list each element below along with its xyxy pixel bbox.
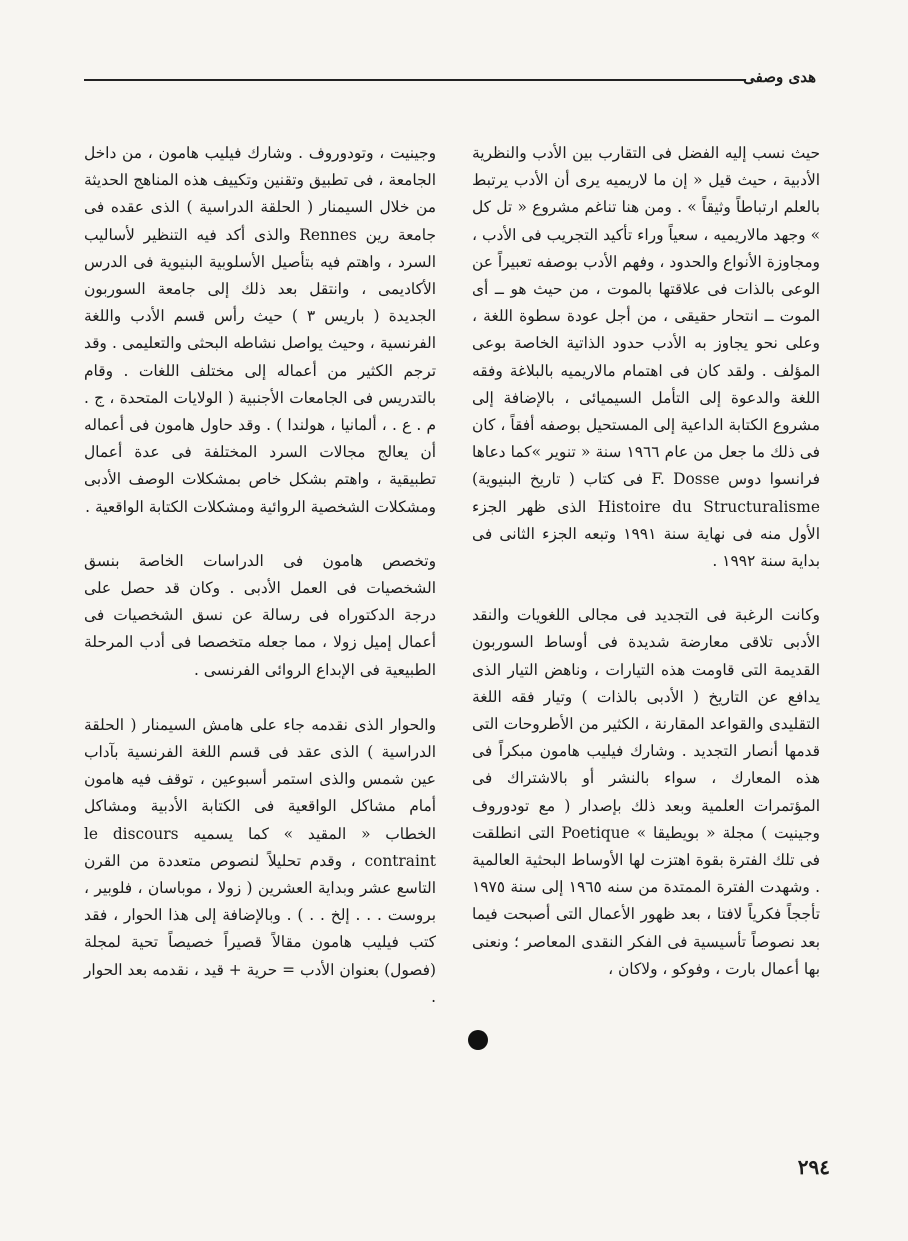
paragraph: وجينيت ، وتودوروف . وشارك فيليب هامون ، من داخل الجامعة ، فى تطبيق وتقنين وتكييف هذه المناهج الحديثة من خلال السيمنار ( الحلقة الدراسية ) الذى عقده فى جامعة رين Rennes والذى أكد فيه التنظير لأساليب السرد ، واهتم فيه بتأصيل الأسلوبية البنيوية فى الدرس الأكاديمى ، وانتقل بعد ذلك إلى جامعة السوربون الجديدة ( باريس ٣ ) حيث رأس قسم الأدب واللغة الفرنسية ، وحيث يواصل نشاطه البحثى والتعليمى . وقد ترجم الكثير من أعماله إلى مختلف اللغات . وقام بالتدريس فى الجامعات الأجنبية ( الولايات المتحدة ، ج . م . ع . ، ألمانيا ، هولندا ) . وقد حاول هامون فى أعماله أن يعالج مجالات السرد المختلفة فى عدة أعمال تطبيقية ، واهتم بشكل خاص بمشكلات الوصف الأدبى ومشكلات الشخصية الروائية ومشكلات الكتابة الواقعية . — [84, 144, 436, 516]
paragraph: وتخصص هامون فى الدراسات الخاصة بنسق الشخصيات فى العمل الأدبى . وكان قد حصل على درجة الدكتوراه فى رسالة عن نسق الشخصيات فى أعمال إميل زولا ، مما جعله متخصصا فى أدب المرحلة الطبيعية فى الإبداع الروائى الفرنسى . — [84, 551, 436, 679]
paragraph: وكانت الرغبة فى التجديد فى مجالى اللغويات والنقد الأدبى تلاقى معارضة شديدة فى أوساط السوربون القديمة التى قاومت هذه التيارات ، وناهض التيار الذى يدافع عن التاريخ ( الأدبى بالذات ) وتيار فقه اللغة التقليدى والقواعد المقارنة ، الكثير من الأطروحات التى قدمها أنصار التجديد . وشارك فيليب هامون مبكراً فى هذه المعارك ، سواء بالنشر أو بالاشتراك فى المؤتمرات العلمية وبعد ذلك بإصدار ( مع تودوروف وجينيت ) مجلة « بويطيقا » Poetique التى انطلقت فى تلك الفترة بقوة اهتزت لها الأوساط البحثية العالمية . وشهدت الفترة الممتدة من سنه ١٩٦٥ إلى سنة ١٩٧٥ تأججاً فكرياً لافتا ، بعد ظهور الأعمال التى أصبحت فيما بعد نصوصاً تأسيسية فى الفكر النقدى المعاصر ؛ ونعنى بها أعمال بارت ، وفوكو ، ولاكان ، — [472, 606, 821, 978]
section-end-bullet-icon — [468, 1030, 488, 1050]
header-rule — [84, 79, 746, 81]
left-column — [84, 140, 436, 1011]
right-column — [472, 140, 820, 983]
page-number: ٢٩٤ — [797, 1155, 830, 1179]
paragraph: والحوار الذى نقدمه جاء على هامش السيمنار ( الحلقة الدراسية ) الذى عقد فى قسم اللغة الفرنسية بآداب عين شمس والذى استمر أسبوعين ، توقف فيه هامون أمام مشاكل الواقعية فى الكتابة الأدبية ومشاكل الخطاب « المقيد » كما يسميه le discours contraint ، وقدم تحليلاً لنصوص متعددة من القرن التاسع عشر وبداية العشرين ( زولا ، موباسان ، فلوبير ، بروست . . . إلخ . . ) . وبالإضافة إلى هذا الحوار ، فقد كتب فيليب هامون مقالاً قصيراً خصيصاً تحية لمجلة (فصول) بعنوان الأدب = حرية + قيد ، نقدمه بعد الحوار . — [84, 715, 436, 1006]
running-header-author: هدى وصفى — [743, 68, 816, 86]
paragraph: حيث نسب إليه الفضل فى التقارب بين الأدب والنظرية الأدبية ، حيث قيل « إن ما لاريميه يرى أن الأدب يرتبط بالعلم ارتباطاً وثيقاً » . ومن هنا تناغم مشروع « تل كل » وجهد مالاريميه ، سعياً وراء تأكيد التجريب فى الأدب ، ومجاوزة الأنواع والحدود ، وفهم الأدب بوصفه تعبيراً عن الوعى بالذات فى علاقتها بالموت ، من حيث هو ــ أى الموت ــ انتحار حقيقى ، من أجل عودة سطوة اللغة ، وعلى نحو يجاوز به الأدب حدود الذاتية الخاصة بوعى المؤلف . ولقد كان فى اهتمام مالاريميه بالبلاغة وفقه اللغة والدعوة إلى التأمل السيميائى ، بالإضافة إلى مشروع الكتابة الداعية إلى المستحيل بوصفه أفقاً ، كان فى ذلك ما جعل من عام ١٩٦٦ سنة « تنوير »كما دعاها فرانسوا دوس F. Dosse فى كتاب ( تاريخ البنيوية) Histoire du Structuralisme الذى ظهر الجزء الأول منه فى نهاية سنة ١٩٩١ وتبعه الجزء الثانى فى بداية سنة ١٩٩٢ . — [472, 144, 821, 571]
